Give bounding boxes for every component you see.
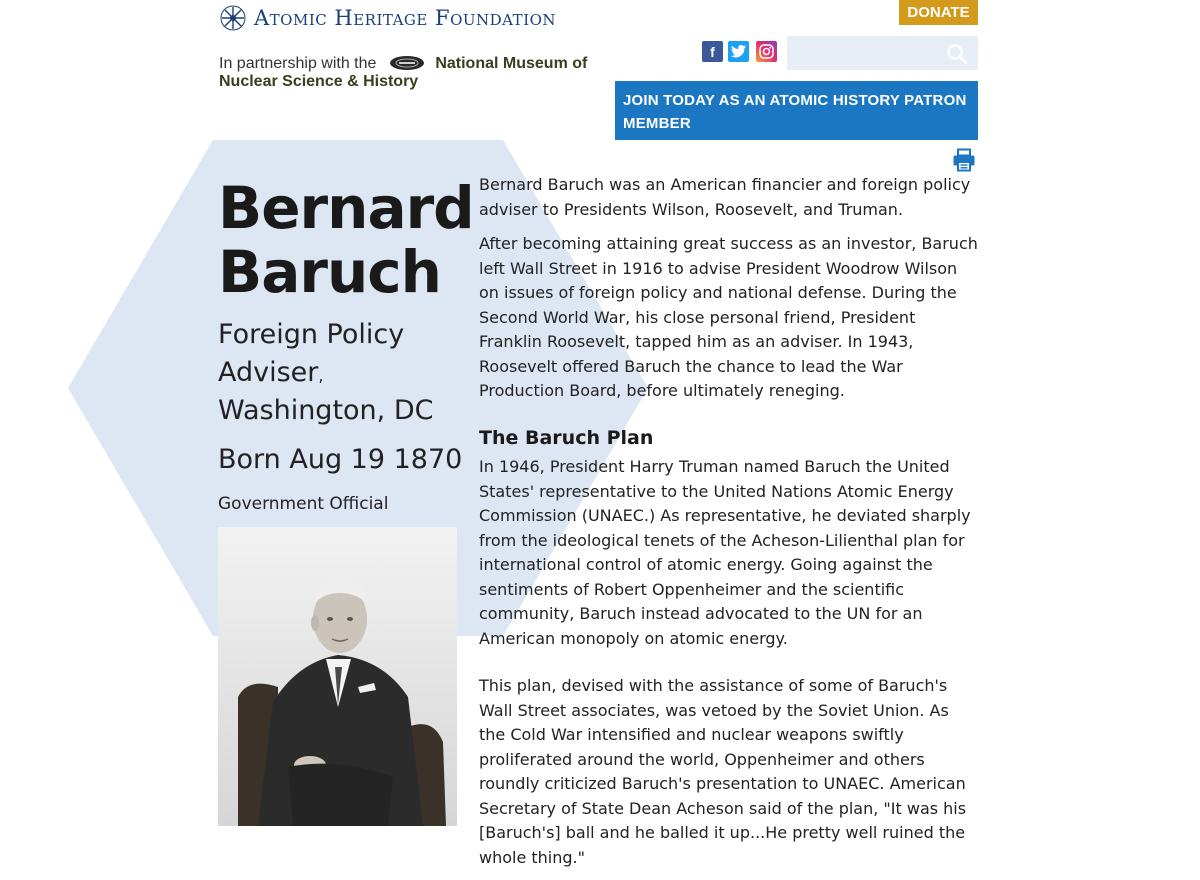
donate-button[interactable]: DONATE	[899, 0, 978, 25]
profile-role	[218, 316, 458, 395]
portrait-image	[218, 527, 457, 826]
article-body	[479, 173, 979, 880]
museum-name-line2[interactable]: Nuclear Science & History	[219, 73, 419, 91]
article-paragraph-intro: Bernard Baruch was an American financier and foreign policy adviser to Presidents Wilson, Roosevelt, and Truman.	[479, 175, 971, 219]
partnership-lead-text: In partnership with the	[219, 55, 377, 73]
join-patron-banner[interactable]: JOIN TODAY AS AN ATOMIC HISTORY PATRON MEMBER	[615, 81, 978, 140]
facebook-glyph: f	[710, 43, 715, 60]
site-logo[interactable]	[220, 4, 556, 32]
instagram-icon[interactable]	[756, 41, 777, 62]
profile-role-text: Foreign Policy Adviser	[218, 319, 405, 388]
print-icon[interactable]	[952, 148, 976, 172]
article-paragraph-career: After becoming attaining great success as an investor, Baruch left Wall Street in 1916 to advise President Woodrow Wilson on issues of foreign policy and national defense. During the Second World War, his close personal friend, President Franklin Roosevelt, tapped him as an adviser. In 1943, Roosevelt offered Baruch the chance to lead the War Production Board, before ultimately reneging.	[479, 234, 978, 400]
profile-category[interactable]: Government Official	[218, 494, 389, 514]
profile-name	[218, 176, 474, 304]
museum-name-line1[interactable]: National Museum of	[435, 55, 588, 73]
partnership-line	[219, 55, 587, 91]
profile-name-first: Bernard	[218, 174, 474, 242]
search-input[interactable]	[787, 36, 937, 70]
profile-location: Washington, DC	[218, 395, 434, 426]
article-paragraph-plan: In 1946, President Harry Truman named Baruch the United States' representative to the United Nations Atomic Energy Commission (UNAEC.) As representative, he deviated sharply from the ideological tenets of the Acheson-Lilienthal plan for international control of atomic energy. Going against the sentiments of Robert Oppenheimer and the scientific community, Baruch instead advocated to the UN for an American monopoly on atomic energy.	[479, 457, 971, 648]
profile-role-comma: ,	[318, 366, 324, 385]
instagram-camera-icon	[759, 44, 774, 59]
twitter-bird-icon	[731, 45, 746, 58]
facebook-icon[interactable]	[702, 41, 723, 62]
search-icon[interactable]	[946, 43, 968, 65]
portrait-photo	[218, 527, 457, 826]
article-paragraph-veto: This plan, devised with the assistance of some of Baruch's Wall Street associates, was vetoed by the Soviet Union. As the Cold War intensified and nuclear weapons swiftly proliferated around the world, Oppenheimer and others roundly criticized Baruch's presentation to UNAEC. American Secretary of State Dean Acheson said of the plan, "It was his [Baruch's] ball and he balled it up...He pretty well ruined the whole thing."	[479, 676, 967, 867]
atom-logo-icon	[220, 5, 246, 31]
section-heading-baruch-plan: The Baruch Plan	[479, 426, 654, 449]
profile-name-last: Baruch	[218, 238, 441, 306]
twitter-icon[interactable]	[728, 41, 749, 62]
logo-text: Atomic Heritage Foundation	[254, 6, 557, 30]
museum-logo-icon[interactable]	[389, 55, 425, 71]
profile-birthdate: Born Aug 19 1870	[218, 444, 463, 475]
search-box	[787, 36, 978, 70]
